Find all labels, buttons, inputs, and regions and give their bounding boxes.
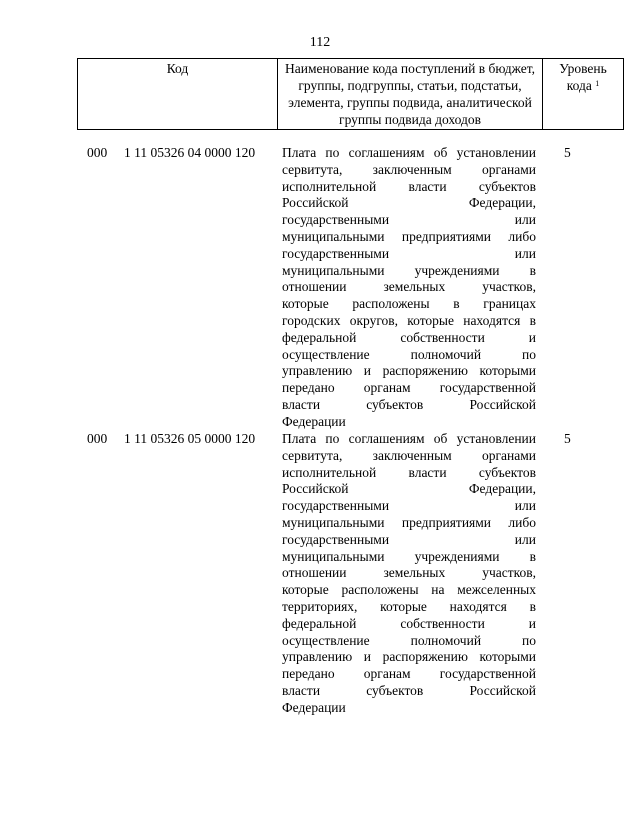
- row-name-line: Федерации: [282, 699, 346, 715]
- row-name-line: муниципальными предприятиями либо: [282, 514, 536, 530]
- row-name-line: сервитута, заключенным органами: [282, 161, 536, 177]
- row-name-line: федеральной собственности и: [282, 329, 536, 345]
- row-name-line: Российской Федерации,: [282, 481, 536, 497]
- row-level: 5: [564, 145, 571, 160]
- header-code: [78, 59, 278, 130]
- row-name-line: управлению и распоряжению которыми: [282, 649, 536, 665]
- row-name-line: территориях, которые находятся в: [282, 598, 536, 614]
- row-name-line: городских округов, которые находятся в: [282, 312, 536, 328]
- row-name-line: муниципальными учреждениями в: [282, 548, 536, 564]
- row-name-line: осуществление полномочий по: [282, 632, 536, 648]
- row-name-line: исполнительной власти субъектов: [282, 178, 536, 194]
- row-name-line: передано органам государственной: [282, 666, 536, 682]
- row-name-line: которые расположены на межселенных: [282, 582, 536, 598]
- row-code: 1 11 05326 04 0000 120: [124, 145, 256, 160]
- row-name-line: муниципальными предприятиями либо: [282, 228, 536, 244]
- page-number: 112: [309, 35, 331, 50]
- row-name-line: федеральной собственности и: [282, 615, 536, 631]
- table-body: [77, 145, 612, 717]
- row-name-line: государственными или: [282, 531, 536, 547]
- footnote-marker: 1: [595, 79, 600, 88]
- table-row: [77, 431, 612, 717]
- row-name-line: исполнительной власти субъектов: [282, 464, 536, 480]
- header-level-label: Уровень кода: [559, 61, 607, 93]
- row-code: 1 11 05326 05 0000 120: [124, 431, 256, 446]
- row-name-line: власти субъектов Российской: [282, 682, 536, 698]
- row-level: 5: [564, 431, 571, 446]
- row-name: [282, 145, 536, 431]
- header-name: [278, 59, 543, 130]
- row-name-line: осуществление полномочий по: [282, 346, 536, 362]
- row-name-line: государственными или: [282, 212, 536, 228]
- row-name-line: Плата по соглашениям об установлении: [282, 431, 536, 446]
- header-code-label: Код: [166, 61, 189, 76]
- row-name-line: государственными или: [282, 245, 536, 261]
- row-name-line: Российской Федерации,: [282, 195, 536, 211]
- row-name-line: отношении земельных участков,: [282, 565, 536, 581]
- row-name-line: отношении земельных участков,: [282, 279, 536, 295]
- row-name-line: передано органам государственной: [282, 380, 536, 396]
- row-name-line: муниципальными учреждениями в: [282, 262, 536, 278]
- table-row: [77, 145, 612, 431]
- row-name-line: сервитута, заключенным органами: [282, 447, 536, 463]
- row-prefix: 000: [87, 145, 108, 160]
- row-name-line: государственными или: [282, 498, 536, 514]
- table-header: [77, 58, 624, 130]
- row-name-line: управлению и распоряжению которыми: [282, 363, 536, 379]
- row-prefix: 000: [87, 431, 108, 446]
- header-level: [543, 59, 624, 130]
- header-name-label: Наименование кода поступлений в бюджет, группы, подгруппы, статьи, подстатьи, элемента, группы подвида, аналитической группы подвида доходов: [284, 61, 535, 127]
- row-name-line: которые расположены в границах: [282, 296, 536, 312]
- row-name: [282, 431, 536, 717]
- row-name-line: Плата по соглашениям об установлении: [282, 145, 536, 160]
- row-name-line: власти субъектов Российской: [282, 396, 536, 412]
- row-name-line: Федерации: [282, 413, 346, 429]
